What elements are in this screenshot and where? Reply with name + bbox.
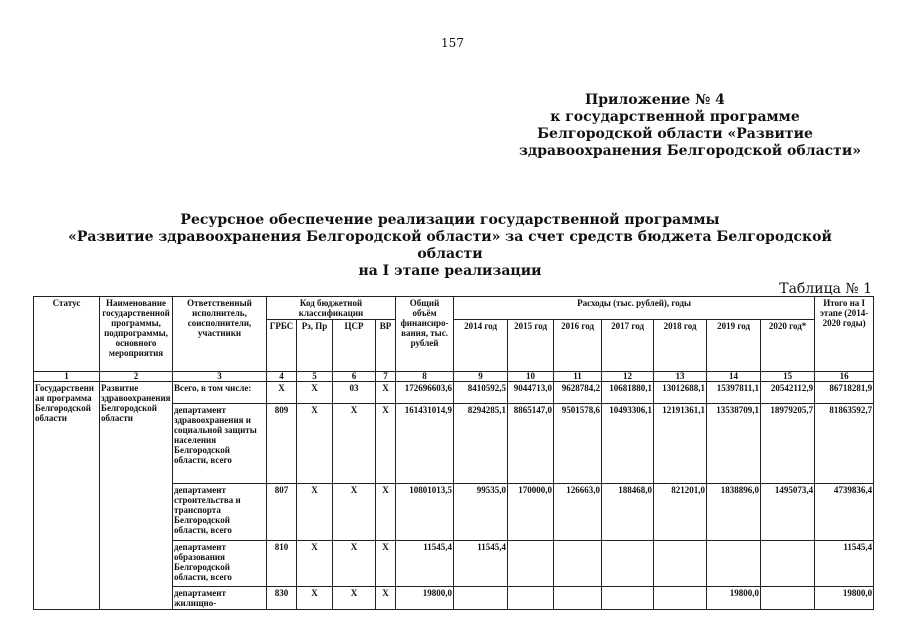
- grbs-cell: Х: [267, 382, 297, 404]
- header-csr: ЦСР: [333, 320, 376, 372]
- year-cell: 170000,0: [508, 484, 554, 541]
- header-year-2018: 2018 год: [654, 320, 707, 372]
- header-row-1: [34, 297, 874, 320]
- csr-cell: Х: [333, 541, 376, 587]
- header-grbs: ГРБС: [267, 320, 297, 372]
- year-cell: 19800,0: [707, 587, 761, 610]
- rz-pr-cell: Х: [297, 404, 333, 484]
- appendix-line-2: к государственной программе: [550, 109, 800, 125]
- year-cell: 13538709,1: [707, 404, 761, 484]
- year-cell: [554, 541, 602, 587]
- appendix-line-4: здравоохранения Белгородской области»: [518, 143, 861, 159]
- year-cell: [554, 587, 602, 610]
- year-cell: 8410592,5: [454, 382, 508, 404]
- header-budget-code: Код бюджетной классификации: [267, 297, 396, 320]
- year-cell: 18979205,7: [761, 404, 815, 484]
- program-name-cell: Развитие здравоохранения Белгородской области: [100, 382, 173, 610]
- column-number: 9: [454, 372, 508, 382]
- stage-total-cell: 11545,4: [815, 541, 874, 587]
- column-number: 12: [602, 372, 654, 382]
- responsible-cell: департамент образования Белгородской области, всего: [173, 541, 267, 587]
- column-number: 1: [34, 372, 100, 382]
- title-line-3: на I этапе реализации: [358, 263, 542, 279]
- column-number: 6: [333, 372, 376, 382]
- year-cell: [508, 541, 554, 587]
- responsible-cell: департамент здравоохранения и социальной защиты населения Белгородской области, всего: [173, 404, 267, 484]
- header-name: Наименование государственной программы, подпрограммы, основного мероприятия: [100, 297, 173, 372]
- appendix-heading: Приложение № 4: [585, 92, 725, 108]
- year-cell: 10681880,1: [602, 382, 654, 404]
- year-cell: 12191361,1: [654, 404, 707, 484]
- vr-cell: Х: [376, 404, 396, 484]
- vr-cell: Х: [376, 484, 396, 541]
- column-number: 8: [396, 372, 454, 382]
- year-cell: [508, 587, 554, 610]
- header-year-2017: 2017 год: [602, 320, 654, 372]
- csr-cell: 03: [333, 382, 376, 404]
- year-cell: 9501578,6: [554, 404, 602, 484]
- total-cell: 19800,0: [396, 587, 454, 610]
- responsible-cell: департамент строительства и транспорта Белгородской области, всего: [173, 484, 267, 541]
- grbs-cell: 830: [267, 587, 297, 610]
- responsible-cell: департамент жилищно-: [173, 587, 267, 610]
- total-cell: 161431014,9: [396, 404, 454, 484]
- stage-total-cell: 86718281,9: [815, 382, 874, 404]
- stage-total-cell: 81863592,7: [815, 404, 874, 484]
- appendix-line-3: Белгородской области «Развитие: [537, 126, 813, 142]
- year-cell: [761, 587, 815, 610]
- year-cell: 20542112,9: [761, 382, 815, 404]
- appendix-block: [519, 92, 861, 160]
- header-status: Статус: [34, 297, 100, 372]
- csr-cell: Х: [333, 404, 376, 484]
- grbs-cell: 810: [267, 541, 297, 587]
- header-vr: ВР: [376, 320, 396, 372]
- vr-cell: Х: [376, 587, 396, 610]
- column-number: 14: [707, 372, 761, 382]
- header-expenses: Расходы (тыс. рублей), годы: [454, 297, 815, 320]
- rz-pr-cell: Х: [297, 541, 333, 587]
- year-cell: 11545,4: [454, 541, 508, 587]
- rz-pr-cell: Х: [297, 484, 333, 541]
- header-stage-total: Итого на I этапе (2014-2020 годы): [815, 297, 874, 372]
- year-cell: 126663,0: [554, 484, 602, 541]
- total-cell: 10801013,5: [396, 484, 454, 541]
- year-cell: [707, 541, 761, 587]
- title-line-1: Ресурсное обеспечение реализации государственной программы: [180, 212, 720, 228]
- year-cell: 15397811,1: [707, 382, 761, 404]
- status-cell: Государственная программа Белгородской области: [34, 382, 100, 610]
- column-number: 11: [554, 372, 602, 382]
- rz-pr-cell: Х: [297, 382, 333, 404]
- year-cell: 10493306,1: [602, 404, 654, 484]
- table-label: Таблица № 1: [779, 281, 872, 297]
- year-cell: [454, 587, 508, 610]
- column-number: 10: [508, 372, 554, 382]
- grbs-cell: 809: [267, 404, 297, 484]
- year-cell: 8865147,0: [508, 404, 554, 484]
- document-title: [40, 212, 860, 280]
- header-total: Общий объём финансиро-вания, тыс. рублей: [396, 297, 454, 372]
- header-year-2016: 2016 год: [554, 320, 602, 372]
- column-number: 3: [173, 372, 267, 382]
- column-number: 4: [267, 372, 297, 382]
- year-cell: 9628784,2: [554, 382, 602, 404]
- total-cell: 172696603,6: [396, 382, 454, 404]
- year-cell: [654, 541, 707, 587]
- column-number-row: [34, 372, 874, 382]
- csr-cell: Х: [333, 587, 376, 610]
- vr-cell: Х: [376, 541, 396, 587]
- year-cell: 1495073,4: [761, 484, 815, 541]
- year-cell: 9044713,0: [508, 382, 554, 404]
- column-number: 5: [297, 372, 333, 382]
- year-cell: [602, 541, 654, 587]
- column-number: 16: [815, 372, 874, 382]
- stage-total-cell: 4739836,4: [815, 484, 874, 541]
- responsible-cell: Всего, в том числе:: [173, 382, 267, 404]
- grbs-cell: 807: [267, 484, 297, 541]
- year-cell: [654, 587, 707, 610]
- year-cell: 99535,0: [454, 484, 508, 541]
- header-responsible: Ответственный исполнитель, соисполнители, участники: [173, 297, 267, 372]
- year-cell: 8294285,1: [454, 404, 508, 484]
- header-year-2014: 2014 год: [454, 320, 508, 372]
- column-number: 13: [654, 372, 707, 382]
- header-year-2019: 2019 год: [707, 320, 761, 372]
- column-number: 2: [100, 372, 173, 382]
- page-number: 157: [441, 36, 464, 50]
- year-cell: [761, 541, 815, 587]
- year-cell: [602, 587, 654, 610]
- column-number: 7: [376, 372, 396, 382]
- total-cell: 11545,4: [396, 541, 454, 587]
- header-year-2020: 2020 год*: [761, 320, 815, 372]
- title-line-2: «Развитие здравоохранения Белгородской области» за счет средств бюджета Белгородской области: [68, 229, 832, 262]
- resource-table: [33, 296, 874, 610]
- year-cell: 188468,0: [602, 484, 654, 541]
- csr-cell: Х: [333, 484, 376, 541]
- rz-pr-cell: Х: [297, 587, 333, 610]
- table-row: [34, 382, 874, 404]
- column-number: 15: [761, 372, 815, 382]
- header-year-2015: 2015 год: [508, 320, 554, 372]
- year-cell: 13012688,1: [654, 382, 707, 404]
- year-cell: 1838896,0: [707, 484, 761, 541]
- header-rz-pr: Рз, Пр: [297, 320, 333, 372]
- vr-cell: Х: [376, 382, 396, 404]
- stage-total-cell: 19800,0: [815, 587, 874, 610]
- year-cell: 821201,0: [654, 484, 707, 541]
